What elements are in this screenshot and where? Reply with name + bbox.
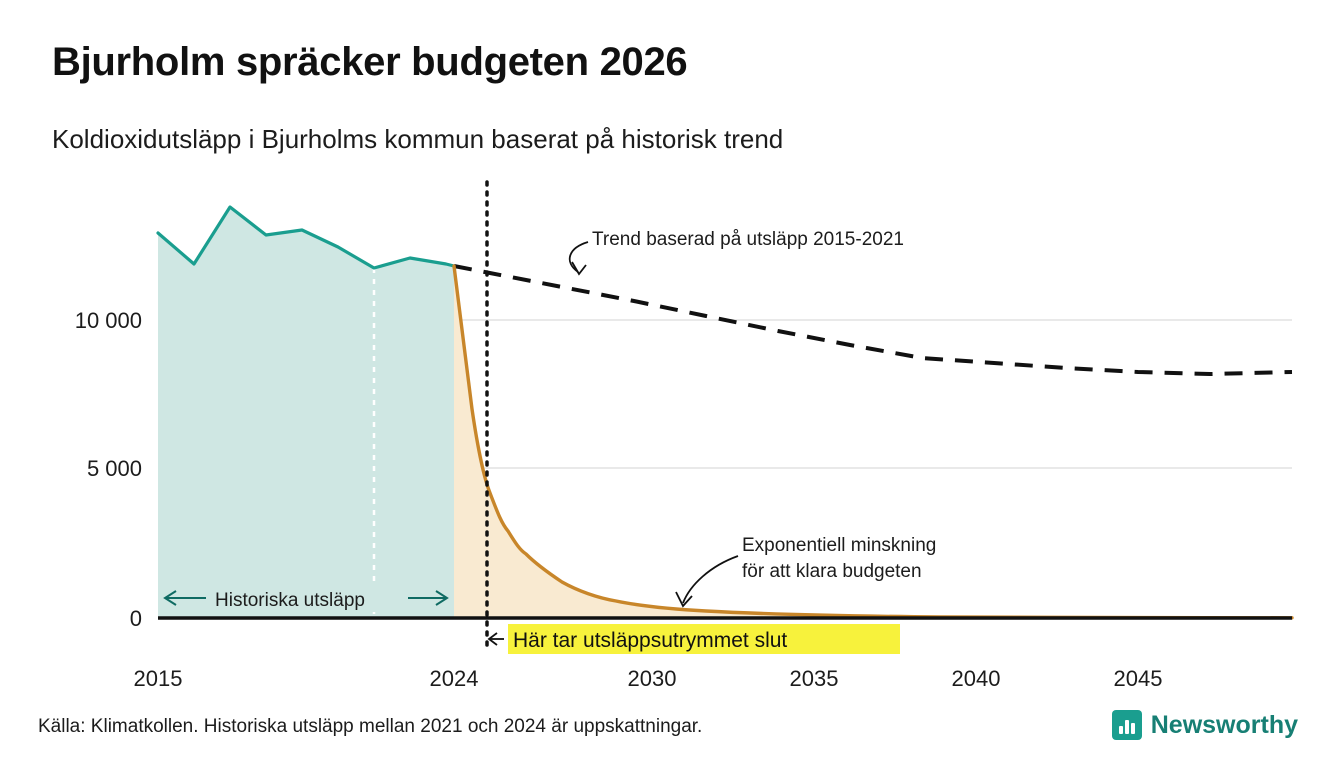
x-tick-2035: 2035 — [789, 666, 839, 691]
brand-logo — [1112, 710, 1298, 740]
exponential-annotation-label-line2: för att klara budgeten — [742, 561, 922, 582]
x-tick-2040: 2040 — [951, 666, 1001, 691]
x-tick-2024: 2024 — [429, 666, 479, 691]
historical-area — [158, 207, 454, 618]
page-title: Bjurholm spräcker budgeten 2026 — [52, 40, 688, 84]
budget-end-label: Här tar utsläppsutrymmet slut — [513, 629, 788, 652]
y-tick-5000: 5 000 — [86, 456, 142, 481]
trend-annotation-label: Trend baserad på utsläpp 2015-2021 — [592, 229, 904, 250]
historical-span-label: Historiska utsläpp — [215, 590, 365, 611]
brand-name: Newsworthy — [1150, 710, 1298, 739]
exponential-annotation-label-line1: Exponentiell minskning — [742, 535, 937, 556]
source-note: Källa: Klimatkollen. Historiska utsläpp mellan 2021 och 2024 är uppskattningar. — [38, 716, 703, 737]
bar-chart-icon — [1112, 710, 1142, 740]
budget-end-marker — [489, 624, 900, 654]
x-tick-2030: 2030 — [627, 666, 677, 691]
page-subtitle: Koldioxidutsläpp i Bjurholms kommun baserat på historisk trend — [52, 124, 784, 154]
y-tick-10000: 10 000 — [74, 308, 142, 333]
x-tick-2045: 2045 — [1113, 666, 1163, 691]
y-tick-0: 0 — [129, 606, 142, 631]
x-tick-2015: 2015 — [133, 666, 183, 691]
trend-annotation-leader — [570, 242, 588, 272]
